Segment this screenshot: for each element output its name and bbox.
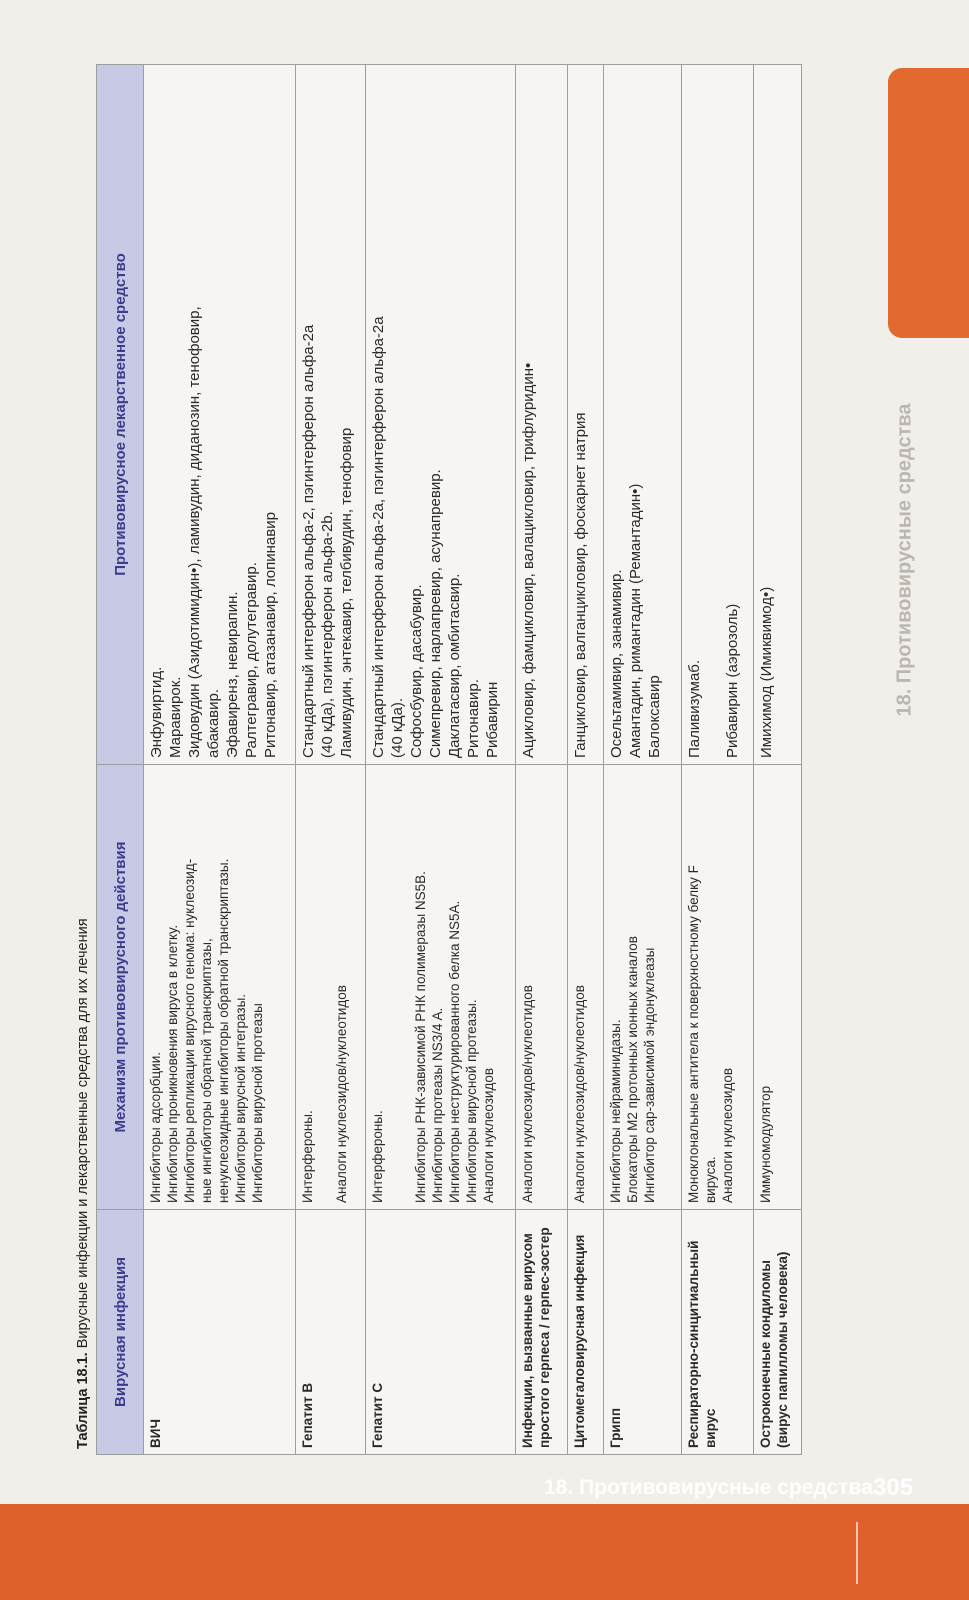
table-header-row — [97, 65, 144, 1455]
header-mechanism: Механизм противовирусного действия — [97, 765, 144, 1210]
drug-cell — [144, 65, 296, 765]
mechanism-cell — [754, 765, 802, 1210]
virus-drugs-table — [96, 64, 802, 1455]
drug-line: Стандартный интерферон альфа-2а, пэгинтерферон альфа-2а — [370, 316, 387, 758]
drug-line: (40 кДа). — [389, 697, 406, 758]
mechanism-line: Ингибиторы РНК-зависимой РНК полимеразы NS5B. — [413, 871, 428, 1203]
mechanism-line: Аналоги нуклеозидов — [720, 1067, 735, 1203]
table-row — [144, 65, 296, 1455]
mechanism-line: Ингибиторы вирусной интегразы. — [233, 993, 248, 1203]
mechanism-line: Ингибиторы адсорбции. — [148, 1052, 163, 1203]
table-caption — [70, 55, 96, 1455]
mechanism-line: Ингибиторы вирусной протеазы. — [464, 999, 479, 1203]
mechanism-line: Блокаторы М2 протонных ионных каналов — [625, 936, 640, 1203]
drug-cell — [754, 65, 802, 765]
infection-cell: Гепатит В — [296, 1210, 366, 1455]
caption-label: Таблица 18.1. — [75, 1352, 91, 1449]
table-row — [296, 65, 366, 1455]
header-drug: Противовирусное лекарственное средство — [97, 65, 144, 765]
infection-cell: Инфекции, вызванные вирусом простого герпеса / герпес-зостер — [516, 1210, 568, 1455]
header-infection: Вирусная инфекция — [97, 1210, 144, 1455]
drug-line: Софосбувир, дасабувир. — [408, 584, 425, 758]
drug-line: Ритонавир, атазанавир, лопинавир — [262, 512, 279, 758]
drug-line: Стандартный интерферон альфа-2, пэгинтерферон альфа-2а — [300, 324, 317, 758]
drug-line: Маравирок. — [167, 676, 184, 758]
footer-separator — [856, 1522, 858, 1584]
mechanism-line: Аналоги нуклеозидов/нуклеотидов — [572, 985, 587, 1203]
drug-cell — [366, 65, 516, 765]
side-chapter-label: 18. Противовирусные средства — [893, 403, 916, 717]
drug-cell — [682, 65, 754, 765]
drug-line: (40 кДа), пэгинтерферон альфа-2b. — [319, 511, 336, 758]
infection-cell: Респираторно-синцитиальный вирус — [682, 1210, 754, 1455]
mechanism-line: Ингибиторы проникновения вируса в клетку. — [165, 924, 180, 1203]
caption-text: Вирусные инфекции и лекарственные средства для их лечения — [75, 918, 91, 1353]
drug-line: Рибавирин (аэрозоль) — [724, 603, 741, 758]
mechanism-cell — [296, 765, 366, 1210]
infection-cell: Грипп — [604, 1210, 682, 1455]
drug-line: Энфувиртид. — [148, 666, 165, 758]
footer-chapter-title: 18. Противовирусные средства — [544, 1476, 873, 1499]
mechanism-line: Ингибиторы неструктурированного белка NS5A. — [447, 900, 462, 1203]
infection-cell: ВИЧ — [144, 1210, 296, 1455]
table-row — [682, 65, 754, 1455]
drug-line: Рибавирин — [484, 681, 501, 758]
table-row — [604, 65, 682, 1455]
table-row — [366, 65, 516, 1455]
drug-line: Ламивудин, энтекавир, телбивудин, тенофовир — [338, 427, 355, 758]
infection-cell: Остроконечные кондиломы (вирус папилломы человека) — [754, 1210, 802, 1455]
drug-line: Осельтамивир, занамивир. — [608, 569, 625, 758]
mechanism-cell — [604, 765, 682, 1210]
mechanism-line: Аналоги нуклеозидов/нуклеотидов — [334, 985, 349, 1203]
drug-cell — [296, 65, 366, 765]
drug-line: Эфавиренз, невирапин. — [224, 591, 241, 758]
mechanism-line: Иммуномодулятор — [758, 1085, 773, 1203]
drug-line: Имихимод (Имиквимод•) — [758, 586, 775, 758]
mechanism-line: Интерфероны. — [370, 1110, 385, 1203]
mechanism-line: Ингибиторы протеазы NS3/4 A. — [430, 1007, 445, 1203]
mechanism-line: Ингибиторы репликации вирусного генома: нуклеозид- — [182, 858, 197, 1203]
mechanism-line: Моноклональные антитела к поверхностному белку F — [686, 865, 701, 1203]
drug-line: Ганцикловир, валганцикловир, фоскарнет натрия — [572, 412, 589, 758]
mechanism-line: Аналоги нуклеозидов — [481, 1067, 496, 1203]
mechanism-line: Ингибиторы вирусной протеазы — [250, 1003, 265, 1203]
mechanism-line: Ингибитор cap-зависимой эндонуклеазы — [642, 947, 657, 1203]
drug-line: Ритонавир. — [465, 679, 482, 758]
mechanism-line: Интерфероны. — [300, 1110, 315, 1203]
drug-line: Симепревир, нарлапревир, асунапревир. — [427, 469, 444, 758]
mechanism-cell — [682, 765, 754, 1210]
drug-line: Балоксавир — [646, 675, 663, 758]
mechanism-cell — [144, 765, 296, 1210]
drug-line: Амантадин, римантадин (Ремантадин•) — [627, 483, 644, 758]
table-row — [568, 65, 604, 1455]
mechanism-cell — [516, 765, 568, 1210]
mechanism-line: вируса. — [703, 1156, 718, 1203]
drug-line: Ралтегравир, долутегравир. — [243, 562, 260, 758]
mechanism-cell — [568, 765, 604, 1210]
mechanism-line: Аналоги нуклеозидов/нуклеотидов — [520, 985, 535, 1203]
page-number: 305 — [873, 1474, 914, 1501]
mechanism-line: ные ингибиторы обратной транскриптазы, — [199, 938, 214, 1203]
mechanism-line: Ингибиторы нейраминидазы. — [608, 1019, 623, 1203]
mechanism-cell — [366, 765, 516, 1210]
drug-cell — [604, 65, 682, 765]
drug-line: Паливизумаб. — [686, 659, 703, 758]
mechanism-line: ненуклеозидные ингибиторы обратной транскриптазы. — [216, 858, 231, 1203]
footer-bar — [0, 1504, 969, 1600]
rotated-table-block — [70, 55, 790, 1455]
chapter-side-tab — [888, 68, 969, 338]
drug-line: Зидовудин (Азидотимидин•), ламивудин, диданозин, тенофовир, — [186, 306, 203, 758]
drug-line: Даклатасвир, омбитасвир. — [446, 573, 463, 758]
drug-cell — [516, 65, 568, 765]
table-row — [516, 65, 568, 1455]
drug-line: Ацикловир, фамцикловир, валацикловир, трифлуридин• — [520, 362, 537, 758]
infection-cell: Гепатит С — [366, 1210, 516, 1455]
drug-line: абакавир. — [205, 688, 222, 758]
infection-cell: Цитомегаловирусная инфекция — [568, 1210, 604, 1455]
drug-cell — [568, 65, 604, 765]
table-row — [754, 65, 802, 1455]
